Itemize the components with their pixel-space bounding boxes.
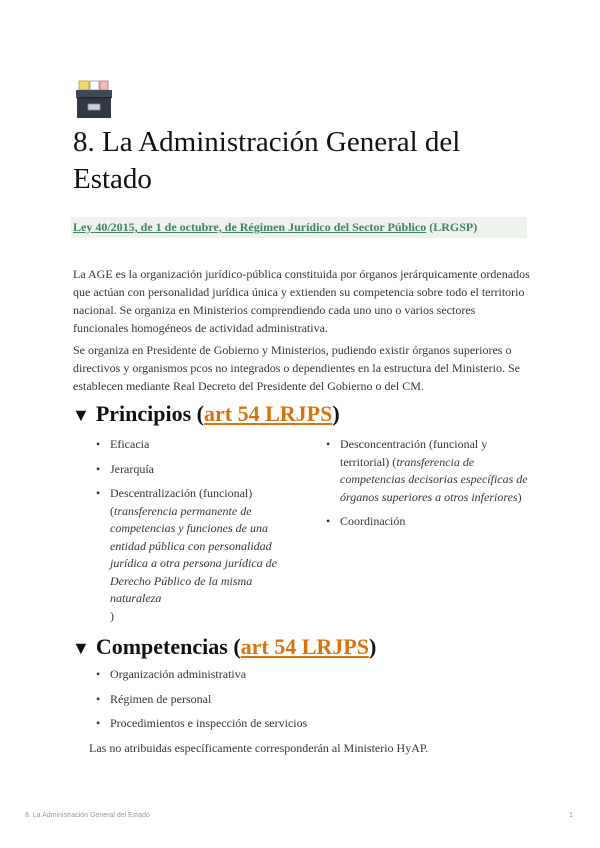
list-item: • Eficacia [96,436,296,454]
competencias-heading-text: Competencias [95,634,228,659]
toggle-triangle-icon[interactable]: ▼ [72,405,90,425]
list-item: • Desconcentración (funcional y territorial) (transferencia de competencias decisorias específicas de órganos superiores a otros inferiores) [326,436,531,506]
competencias-heading: ▼ Competencias (art 54 LRJPS) [72,633,376,662]
principios-art-link[interactable]: art 54 LRJPS [204,401,333,426]
footer-title: 8. La Administración General del Estado [25,812,150,819]
principios-heading-text: Principios [95,401,192,426]
list-item: • Coordinación [326,513,531,531]
page-number: 1 [569,812,573,819]
organization-paragraph: Se organiza en Presidente de Gobierno y Ministerios, pudiendo existir órganos superiores o directivos y organismos pcos no integrados o dependientes en la estructura del Ministerio. Se establecen mediante Real Decreto del Presidente del Gobierno o del CM. [73,343,521,393]
competencias-art-link[interactable]: art 54 LRJPS [240,634,369,659]
descentralizacion-definition: transferencia permanente de competencias y funciones de una entidad pública con personalidad jurídica a otra persona jurídica de Derecho Público de la misma naturaleza [110,503,277,605]
toggle-triangle-icon[interactable]: ▼ [72,638,90,658]
competencias-note: Las no atribuidas específicamente corresponderán al Ministerio HyAP. [89,741,429,755]
list-item: • Procedimientos e inspección de servicios [96,715,516,733]
page-title: 8. La Administración General del Estado [73,126,461,195]
principios-list-left [96,436,296,625]
law-reference-link[interactable]: Ley 40/2015, de 1 de octubre, de Régimen Jurídico del Sector Público [73,220,427,234]
list-item: • Descentralización (funcional) (transferencia permanente de competencias y funciones de una entidad pública con personalidad jurídica a otra persona jurídica de Derecho Público de la misma naturaleza ) [96,485,296,625]
list-item: • Organización administrativa [96,666,516,684]
page-footer [25,812,575,824]
principios-heading: ▼ Principios (art 54 LRJPS) [72,400,340,429]
intro-paragraph: La AGE es la organización jurídico-pública constituida por órganos jerárquicamente ordenados que actúan con personalidad jurídica única y extienden su competencia sobre todo el territorio nacional. Se organiza en Ministerios comprendiendo cada uno uno o varios sectores funcionales homogéneos de actividad administrativa. [73,267,530,335]
competencias-list [96,666,516,733]
law-reference-callout [71,217,527,238]
principios-list-right [326,436,531,531]
desconcentracion-definition: transferencia de competencias decisorias específicas de órganos superiores a otros inferiores [340,454,528,504]
card-file-box-icon [74,80,114,120]
list-item: • Régimen de personal [96,691,516,709]
list-item: • Jerarquía [96,461,296,479]
law-reference-abbrev: (LRGSP) [426,220,478,234]
